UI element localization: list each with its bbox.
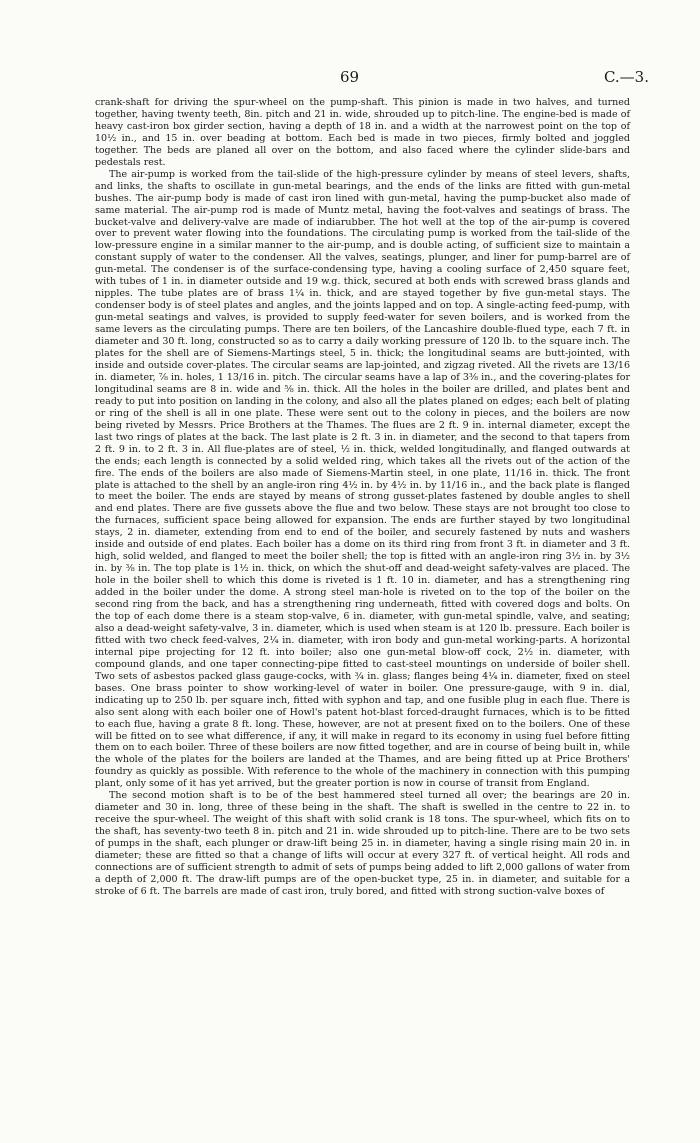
paragraph-air-pump-and-boilers: The air-pump is worked from the tail-slide of the high-pressure cylinder by means of steel levers, shafts, and links, the shafts to oscillate in gun-metal bearings, and the ends of the links are fitted with gun-metal bushes. The air-pump body is made of cast iron lined with gun-metal, having the pump-bucket also made of same material. The air-pump rod is made of Muntz metal, having the foot-valves and seatings of brass. The bucket-valve and delivery-valve are made of indiarubber. The hot well at the top of the air-pump is covered over to prevent water flowing into the foundations. The circulating pump is worked from the tail-slide of the low-pressure engine in a similar manner to the air-pump, and is double acting, of sufficient size to maintain a constant supply of water to the condenser. All the valves, seatings, plunger, and liner for pump-barrel are of gun-metal. The condenser is of the surface-condensing type, having a cooling surface of 2,450 square feet, with tubes of 1 in. in diameter outside and 19 w.g. thick, secured at both ends with screwed brass glands and nipples. The tube plates are of brass 1¼ in. thick, and are stayed together by five gun-metal stays. The condenser body is of steel plates and angles, and the joints lapped and on top. A single-acting feed-pump, with gun-metal seatings and valves, is provided to supply feed-water for seven boilers, and is worked from the same levers as the circulating pumps. There are ten boilers, of the Lancashire double-flued type, each 7 ft. in diameter and 30 ft. long, constructed so as to carry a daily working pressure of 120 lb. to the square inch. The plates for the shell are of Siemens-Martings steel, 5 in. thick; the longitudinal seams are butt-jointed, with inside and outside cover-plates. The circular seams are lap-jointed, and zigzag riveted. All the rivets are 13/16 in. diameter, ⅞ in. holes, 1 13/16 in. pitch. The circular seams have a lap of 3⅜ in., and the covering-plates for longitudinal seams are 8 in. wide and ⅝ in. thick. All the holes in the boiler are drilled, and plates bent and ready to put into position on landing in the colony, and also all the plates planed on edges; each belt of plating or ring of the shell is all in one plate. These were sent out to the colony in pieces, and the boilers are now being riveted by Messrs. Price Brothers at the Thames. The flues are 2 ft. 9 in. internal diameter, except the last two rings of plates at the back. The last plate is 2 ft. 3 in. in diameter, and the second to that tapers from 2 ft. 9 in. to 2 ft. 3 in. All flue-plates are of steel, ½ in. thick, welded longitudinally, and flanged outwards at the ends; each length is connected by a solid welded ring, which takes all the rivets out of the action of the fire. The ends of the boilers are also made of Siemens-Martin steel, in one plate, 11/16 in. thick. The front plate is attached to the shell by an angle-iron ring 4½ in. by 4½ in. by 11/16 in., and the back plate is flanged to meet the boiler. The ends are stayed by means of strong gusset-plates fastened by double angles to shell and end plates. There are five gussets above the flue and two below. These stays are not brought too close to the furnaces, sufficient space being allowed for expansion. The ends are further stayed by two longitudinal stays, 2 in. diameter, extending from end to end of the boiler, and securely fastened by nuts and washers inside and outside of end plates. Each boiler has a dome on its third ring from front 3 ft. in diameter and 3 ft. high, solid welded, and flanged to meet the boiler shell; the top is fitted with an angle-iron ring 3½ in. by 3½ in. by ⅜ in. The top plate is 1½ in. thick, on which the shut-off and dead-weight safety-valves are placed. The hole in the boiler shell to which this dome is riveted is 1 ft. 10 in. diameter, and has a strengthening ring added in the boiler under the dome. A strong steel man-hole is riveted on to the top of the boiler on the second ring from the back, and has a strengthening ring underneath, fitted with covered dogs and bolts. On the top of each dome there is a steam stop-valve, 6 in. diameter, with gun-metal spindle, valve, and seating; also a dead-weight safety-valve, 3 in. diameter, which is used when steam is at 120 lb. pressure. Each boiler is fitted with two check feed-valves, 2¼ in. diameter, with iron body and gun-metal working-parts. A horizontal internal pipe projecting for 12 ft. into boiler; also one gun-metal blow-off cock, 2½ in. diameter, with compound glands, and one taper connecting-pipe fitted to cast-steel mountings on underside of boiler shell. Two sets of asbestos packed glass gauge-cocks, with ¾ in. glass; flanges being 4¼ in. diameter, fixed on steel bases. One brass pointer to show working-level of water in boiler. One pressure-gauge, with 9 in. dial, indicating up to 250 lb. per square inch, fitted with syphon and tap, and one fusible plug in each flue. There is also sent along with each boiler one of Howl's patent hot-blast forced-draught furnaces, which is to be fitted to each flue, having a grate 8 ft. long. These, however, are not at present fixed on to the boilers. One of these will be fitted on to see what difference, if any, it will make in regard to its economy in using fuel before fitting them on to each boiler. Three of these boilers are now fitted together, and are in course of being built in, while the whole of the plates for the boilers are landed at the Thames, and are being fitted up at Price Brothers' foundry as quickly as possible. With reference to the whole of the machinery in connection with this pumping plant, only some of it has yet arrived, but the greater portion is now in course of transit from England. [95, 168, 630, 790]
body-text [95, 97, 630, 898]
paragraph-continuation: crank-shaft for driving the spur-wheel on the pump-shaft. This pinion is made in two halves, and turned together, having twenty teeth, 8in. pitch and 21 in. wide, shrouded up to pitch-line. The engine-bed is made of heavy cast-iron box girder section, having a depth of 18 in. and a width at the narrowest point on the top of 10½ in., and 15 in. over beading at bottom. Each bed is made in two pieces, firmly bolted and joggled together. The beds are planed all over on the bottom, and also faced where the cylinder slide-bars and pedestals rest. [95, 97, 630, 168]
page-header [0, 68, 700, 88]
page-number: 69 [340, 68, 360, 86]
paragraph-second-motion-shaft: The second motion shaft is to be of the best hammered steel turned all over; the bearings are 20 in. diameter and 30 in. long, three of these being in the shaft. The shaft is swelled in the centre to 22 in. to receive the spur-wheel. The weight of this shaft with solid crank is 18 tons. The spur-wheel, which fits on to the shaft, has seventy-two teeth 8 in. pitch and 21 in. wide shrouded up to pitch-line. There are to be two sets of pumps in the shaft, each plunger or draw-lift being 25 in. in diameter, having a single rising main 20 in. in diameter; these are fitted so that a change of lifts will occur at every 327 ft. of vertical height. All rods and connections are of sufficient strength to admit of sets of pumps being added to lift 2,000 gallons of water from a depth of 2,000 ft. The draw-lift pumps are of the open-bucket type, 25 in. in diameter, and suitable for a stroke of 6 ft. The barrels are made of cast iron, truly bored, and fitted with strong suction-valve boxes of [95, 790, 630, 897]
document-reference: C.—3. [603, 68, 649, 86]
